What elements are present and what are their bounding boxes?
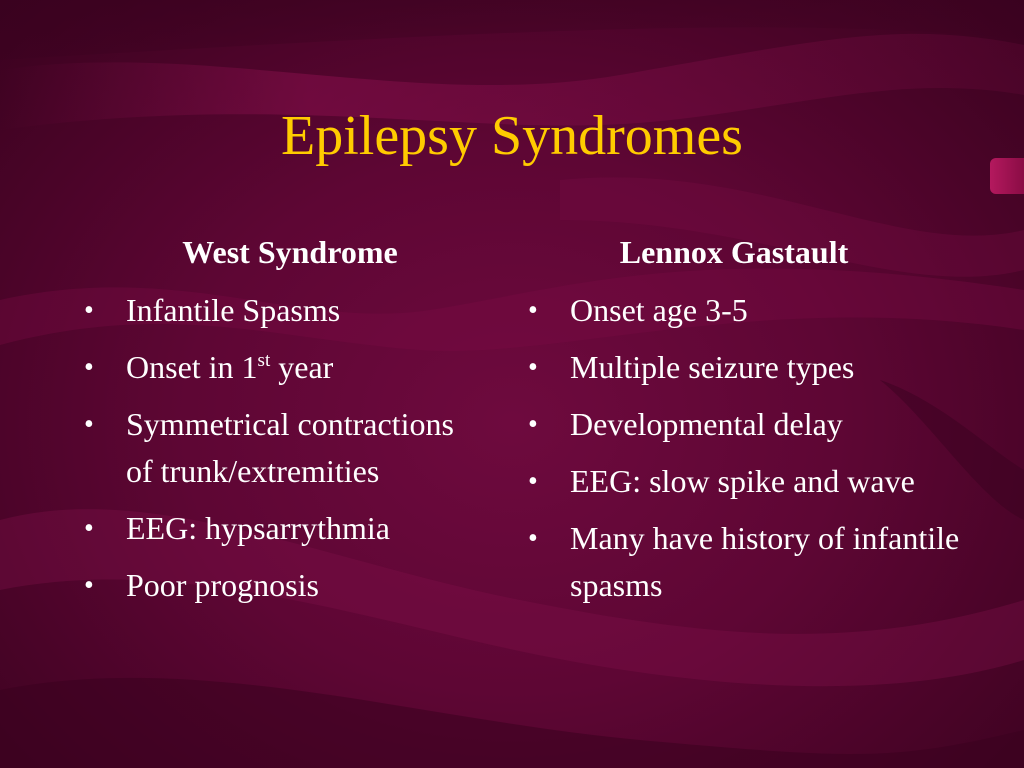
slide-title: Epilepsy Syndromes bbox=[281, 105, 743, 167]
left-column bbox=[84, 230, 484, 619]
list-item bbox=[84, 287, 484, 334]
list-item bbox=[528, 458, 968, 505]
list-item bbox=[84, 505, 484, 552]
right-bullet-list bbox=[528, 287, 968, 609]
list-item-text: Many have history of infantile spasms bbox=[570, 520, 960, 603]
bullet-icon: • bbox=[528, 352, 538, 383]
list-item bbox=[528, 401, 968, 448]
list-item-text: Multiple seizure types bbox=[570, 349, 855, 385]
bullet-icon: • bbox=[528, 409, 538, 440]
list-item-text: EEG: slow spike and wave bbox=[570, 463, 915, 499]
bullet-icon: • bbox=[84, 570, 94, 601]
bullet-icon: • bbox=[528, 295, 538, 326]
bullet-icon: • bbox=[84, 409, 94, 440]
list-item-text: Onset in 1 bbox=[126, 349, 258, 385]
list-item bbox=[528, 287, 968, 334]
list-item-text: EEG: hypsarrythmia bbox=[126, 510, 390, 546]
list-item-text: Poor prognosis bbox=[126, 567, 319, 603]
list-item-text: Symmetrical contractions of trunk/extremities bbox=[126, 406, 454, 489]
bullet-icon: • bbox=[528, 523, 538, 554]
list-item bbox=[528, 515, 968, 609]
list-item-superscript: st bbox=[257, 350, 271, 371]
bullet-icon: • bbox=[84, 295, 94, 326]
bullet-icon: • bbox=[528, 466, 538, 497]
list-item bbox=[84, 344, 484, 391]
left-column-heading: West Syndrome bbox=[182, 234, 398, 270]
list-item bbox=[528, 344, 968, 391]
bullet-icon: • bbox=[84, 513, 94, 544]
list-item-text: Infantile Spasms bbox=[126, 292, 341, 328]
right-column bbox=[528, 230, 968, 619]
right-column-heading: Lennox Gastault bbox=[619, 234, 849, 270]
left-bullet-list bbox=[84, 287, 484, 609]
list-item bbox=[84, 401, 484, 495]
list-item-text: Onset age 3-5 bbox=[570, 292, 748, 328]
list-item-text: Developmental delay bbox=[570, 406, 843, 442]
bullet-icon: • bbox=[84, 352, 94, 383]
list-item-text-suffix: year bbox=[270, 349, 334, 385]
list-item bbox=[84, 562, 484, 609]
